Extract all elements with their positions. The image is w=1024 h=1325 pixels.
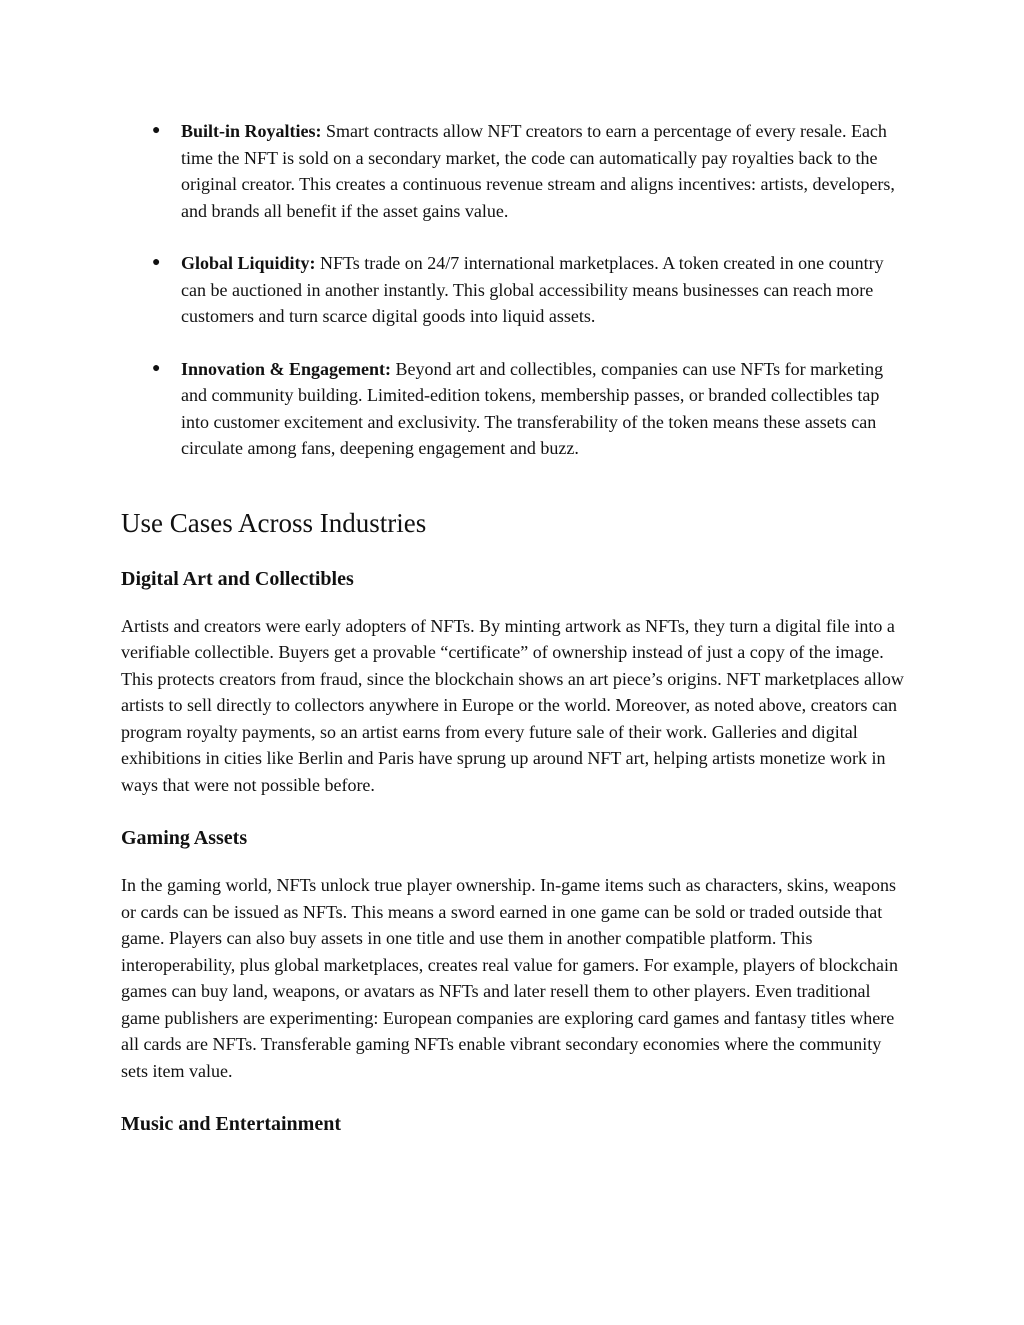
bullet-icon: ● — [152, 123, 161, 138]
bullet-text: NFTs trade on 24/7 international marketplaces. A token created in one country can be auctioned in another instantly. This global accessibility means businesses can reach more customers and turn scarce digital goods into liquid assets. — [181, 253, 884, 326]
paragraph-art: Artists and creators were early adopters of NFTs. By minting artwork as NFTs, they turn a digital file into a verifiable collectible. Buyers get a provable “certificate” of ownership instead of just a copy of the image. This protects creators from fraud, since the blockchain shows an art piece’s origins. NFT marketplaces allow artists to sell directly to collectors anywhere in Europe or the world. Moreover, as noted above, creators can program royalty payments, so an artist earns from every future sale of their work. Galleries and digital exhibitions in cities like Berlin and Paris have sprung up around NFT art, helping artists monetize work in ways that were not possible before. — [121, 615, 904, 795]
list-item — [121, 118, 906, 224]
bullet-icon: ● — [152, 360, 161, 376]
bullet-text: Smart contracts allow NFT creators to earn a percentage of every resale. Each time the NFT is sold on a secondary market, the code can automatically pay royalties back to the original creator. This creates a continuous revenue stream and aligns incentives: artists, developers, and brands all benefit if the asset gains value. — [181, 121, 895, 221]
benefits-list — [121, 118, 906, 462]
list-item — [121, 356, 906, 462]
document-page — [121, 118, 906, 1137]
bullet-icon: ● — [152, 255, 161, 270]
bullet-heading: Global Liquidity: — [181, 253, 316, 273]
subsection-title-art: Digital Art and Collectibles — [121, 567, 354, 590]
paragraph-gaming: In the gaming world, NFTs unlock true player ownership. In-game items such as characters, skins, weapons or cards can be issued as NFTs. This means a sword earned in one game can be sold or traded outside that game. Players can also buy assets in one title and use them in another compatible platform. This interoperability, plus global marketplaces, creates real value for gamers. For example, players of blockchain games can buy land, weapons, or avatars as NFTs and later resell them to other players. Even traditional game publishers are experimenting: European companies are exploring card games and fantasy titles where all cards are NFTs. Transferable gaming NFTs enable vibrant secondary economies where the community sets item value. — [121, 875, 899, 1081]
bullet-heading: Built‑in Royalties: — [181, 121, 322, 141]
bullet-text: Beyond art and collectibles, companies can use NFTs for marketing and community building. Limited-edition tokens, membership passes, or branded collectibles tap into customer excitement and exclusivity. The transferability of the token means these assets can circulate among fans, deepening engagement and buzz. — [181, 358, 884, 458]
subsection-title-gaming: Gaming Assets — [121, 827, 248, 849]
bullet-heading: Innovation & Engagement: — [181, 358, 392, 379]
section-title: Use Cases Across Industries — [121, 507, 427, 538]
list-item — [121, 250, 906, 330]
subsection-title-music: Music and Entertainment — [121, 1113, 341, 1135]
